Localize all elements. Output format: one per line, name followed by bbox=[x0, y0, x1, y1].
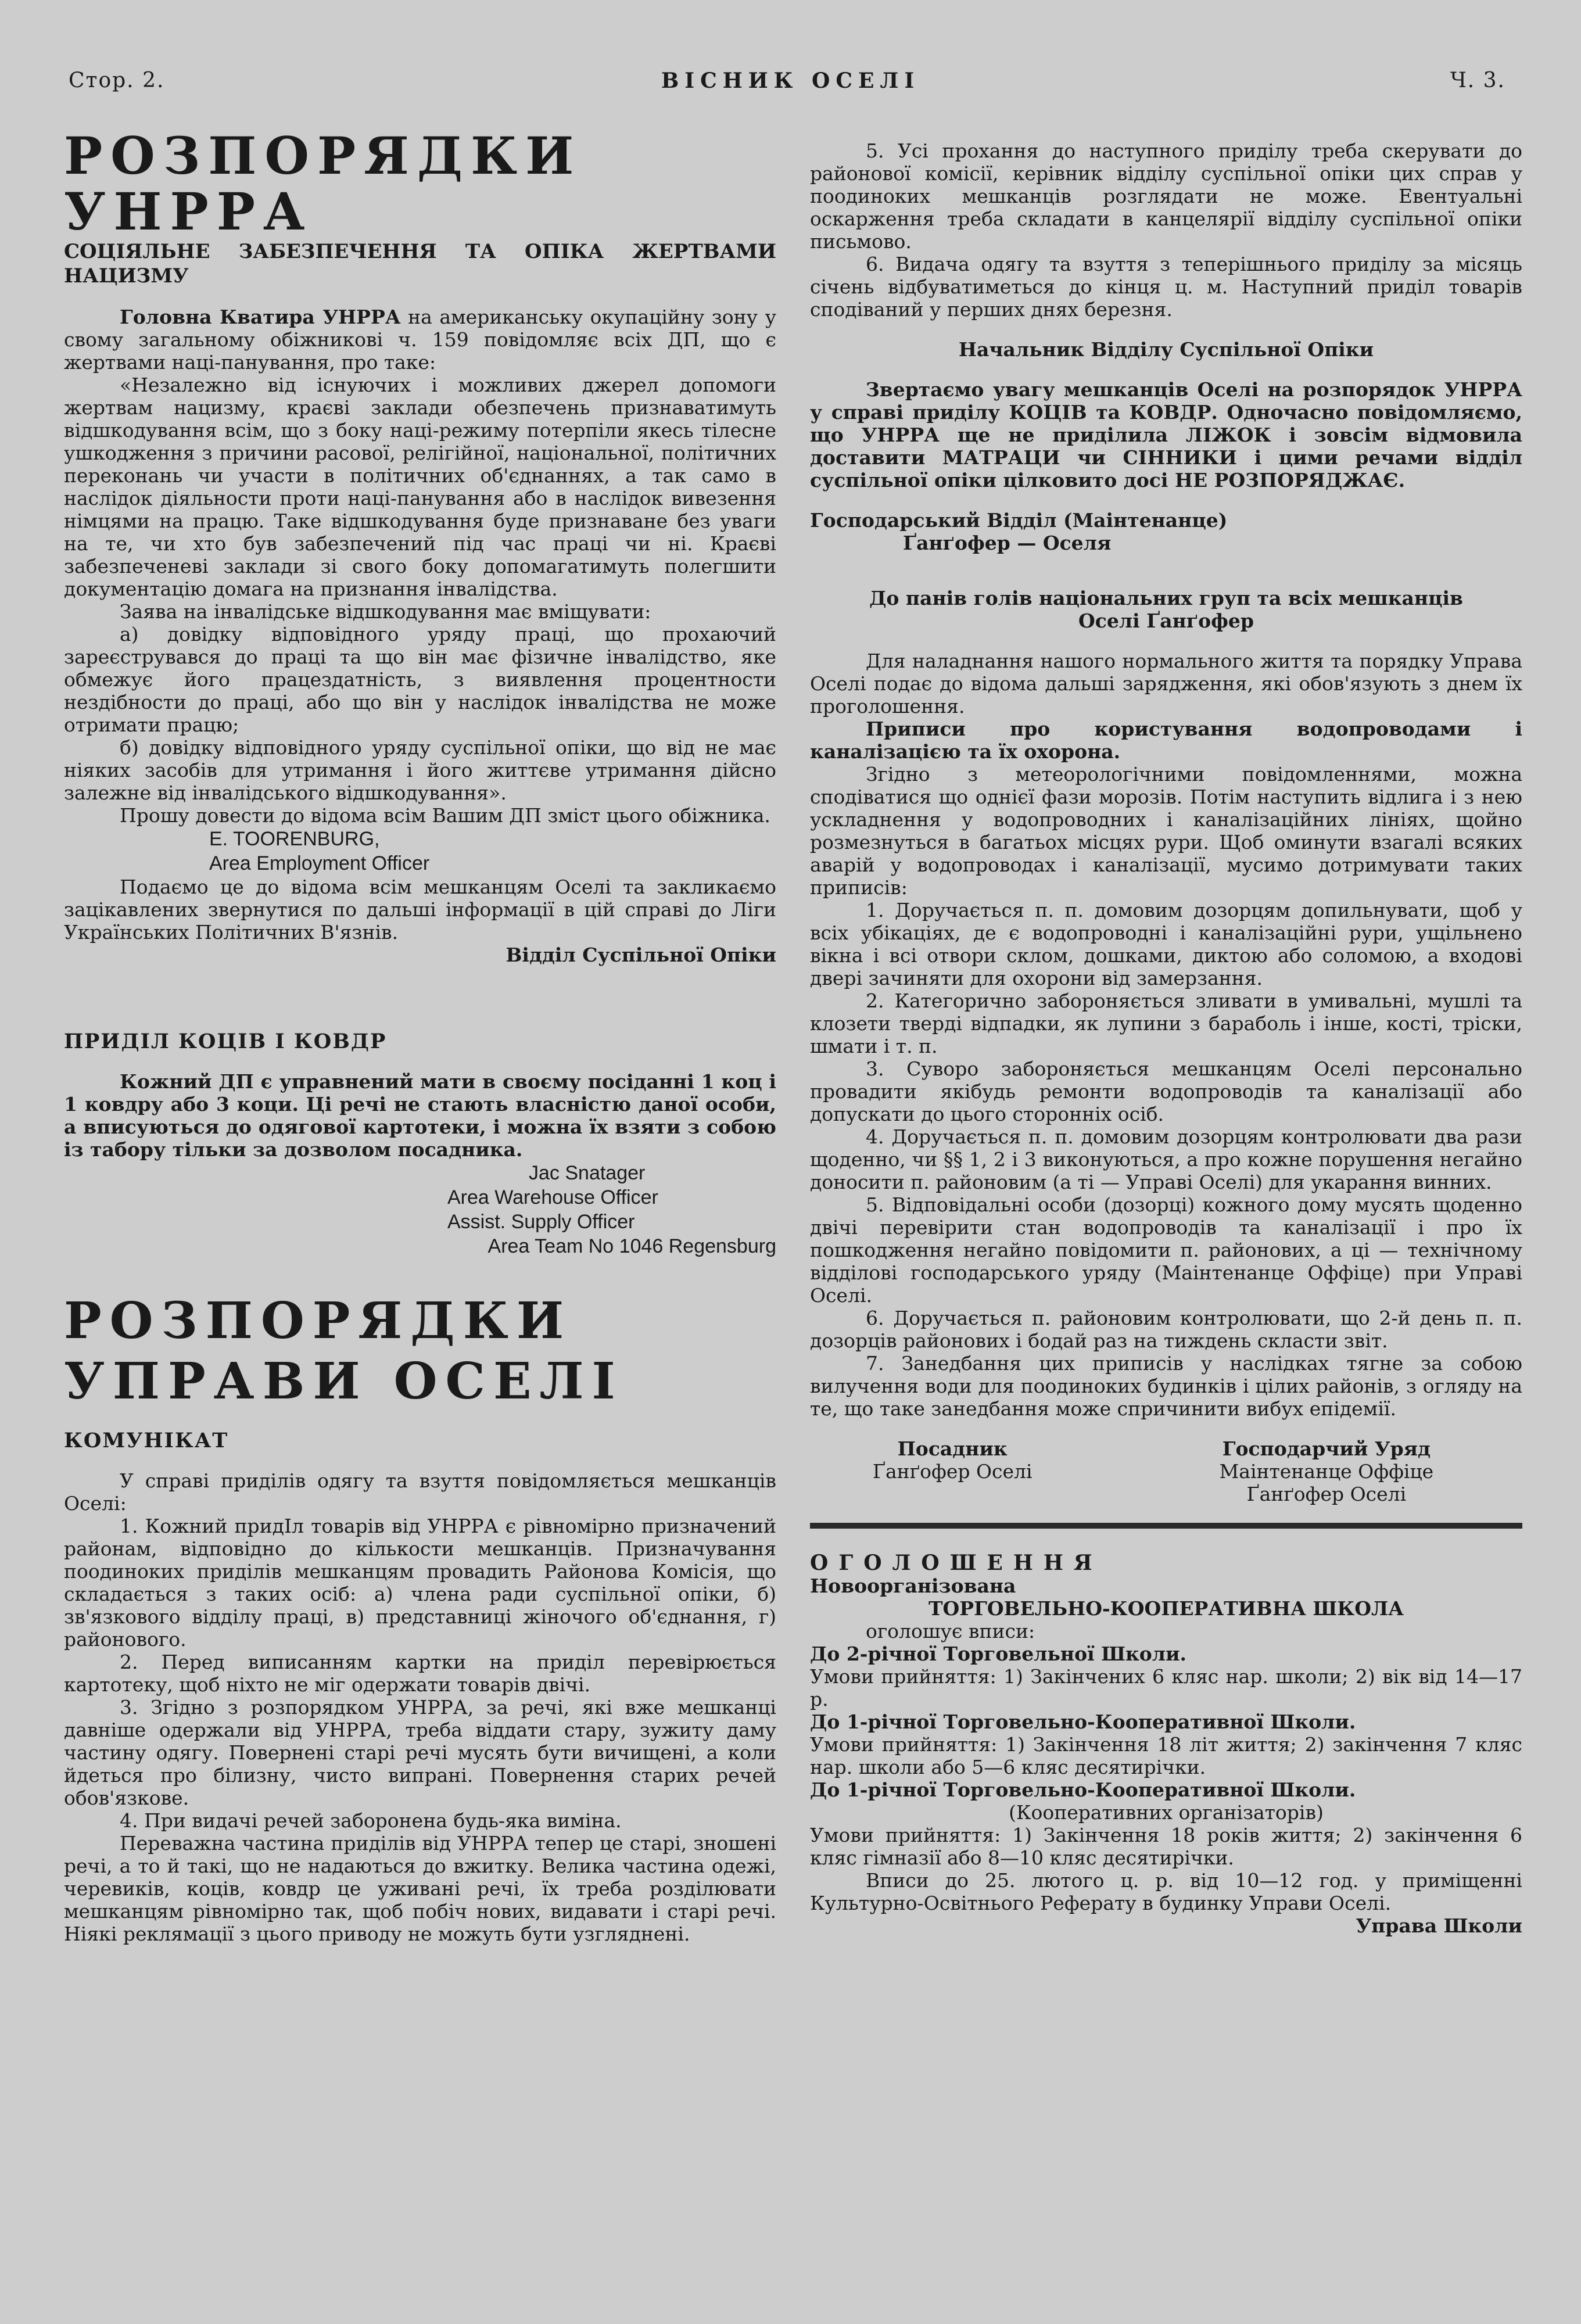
communique-item-3: 3. Згідно з розпорядком УНРРА, за речі, які вже мешканці давніше одержали від УНРРА, треба віддати стару, зужиту даму частину одягу. Повернені старі речі мусять бути вичищені, а коли йдеться про білизну, чисто випрані. Повернення старих речей обов'язкове. bbox=[64, 1696, 776, 1809]
ads-line-7: Умови прийняття: 1) Закінчення 18 літ життя; 2) закінчення 7 кляс нар. школи або 5—6 кляс десятирічки. bbox=[810, 1733, 1522, 1778]
beds-notice: Звертаємо увагу мешканців Оселі на розпорядок УНРРА у справі приділу КОЦІВ та КОВДР. Одночасно повідомляємо, що УНРРА ще не приділила ЛІЖОК і зовсім відмовила доставити МАТРАЦИ чи СІННИКИ і цими речами відділ суспільної опіки цілковито досі НЕ РОЗПОРЯДЖАЄ. bbox=[810, 378, 1522, 492]
communique-item-4b: Переважна частина приділів від УНРРА тепер це старі, зношені речі, а то й такі, що не надаються до вжитку. Велика частина одежі, черевиків, коців, ковдр це уживані речі, їх треба розділювати мешканцям рівномірно так, щоб побіч нових, видавати і старі речі. Ніякі реклямації з цього приводу не можуть бути узгляднені. bbox=[64, 1832, 776, 1945]
ads-school-name: ТОРГОВЕЛЬНО-КООПЕРАТИВНА ШКОЛА bbox=[928, 1597, 1404, 1620]
rules-sign-right-2: Маінтенанце Оффіце bbox=[1219, 1460, 1434, 1483]
beds-sign-2: Ґанґофер — Оселя bbox=[903, 532, 1112, 554]
rules-signatures bbox=[810, 1437, 1522, 1505]
left-column bbox=[64, 125, 776, 1945]
rule-5: 5. Відповідальні особи (дозорці) кожного дому мусять щоденно двічі перевірити стан водопроводів та каналізації і про їх пошкодження негайно повідомити п. районових, а ці — технічному відділові господарського уряду (Маінтенанце Оффіце) при Управі Оселі. bbox=[810, 1193, 1522, 1307]
blankets-sign-3: Assist. Supply Officer bbox=[447, 1211, 635, 1233]
communique-intro: У справі приділів одягу та взуття повідомляється мешканців Оселі: bbox=[64, 1469, 776, 1515]
rules-sign-right-1: Господарчий Уряд bbox=[1222, 1437, 1431, 1460]
communique-item-4: 4. При видачі речей заборонена будь-яка виміна. bbox=[120, 1809, 622, 1832]
blankets-text: Кожний ДП є управнений мати в своєму посіданні 1 коц і 1 ковдру або 3 коци. Ці речі не стають власністю даної особи, а вписуються до одягової картотеки, і можна їх взяти з собою із табору тільки за дозволом посадника. bbox=[64, 1070, 776, 1161]
ads-signature: Управа Школи bbox=[1356, 1914, 1522, 1937]
rule-1: 1. Доручається п. п. домовим дозорцям допильнувати, щоб у всіх убікаціях, де є водопроводні і каналізаційні рури, ущільнено вікна і всі отвори склом, дошками, диктою або соломою, а входові двері зачиняти для охорони від замерзання. bbox=[810, 899, 1522, 989]
rule-4: 4. Доручається п. п. домовим дозорцям контролювати два рази щоденно, чи §§ 1, 2 і 3 виконуються, а про кожне порушення негайно доносити п. районовим (а ті — Управі Оселі) для укарання винних. bbox=[810, 1125, 1522, 1193]
page-number: Стор. 2. bbox=[69, 69, 165, 92]
rules-paragraph: Згідно з метеорологічними повідомленнями, можна сподіватися що однієї фази морозів. Потім наступить відлига і з нею ускладнення у водопроводних і каналізаційних лініях, щойно розмезнуться в багатьох місцях рури. Щоб оминути взагалі всяких аварій у водопроводах і каналізації, мусимо дотримувати таких приписів: bbox=[810, 763, 1522, 899]
ads-line-3: оголошує вписи: bbox=[866, 1620, 1035, 1642]
rules-intro: Для наладнання нашого нормального життя та порядку Управа Оселі подає до відома дальші зарядження, які обов'язують з днем їх проголошення. bbox=[810, 650, 1522, 718]
unrra-paragraph-1: Головна Кватира УНРРА на американську окупаційну зону у свому загальному обіжникові ч. 159 повідомляє всіх ДП, що є жертвами наці-панування, про таке: bbox=[64, 306, 776, 374]
communique-item-1: 1. Кожний придІл товарів від УНРРА є рівномірно призначений районам, відповідно до кількости мешканців. Призначування поодиноких приділів мешканцям провадить Районова Комісія, що складається з таких осіб: а) члена ради суспільної опіки, б) зв'язкового відділу праці, в) представниці жіночого об'єднання, г) районового. bbox=[64, 1515, 776, 1651]
rules-sign-left-1: Посадник bbox=[897, 1437, 1008, 1460]
unrra-paragraph-3: Заява на інвалідське відшкодування має вміщувати: bbox=[120, 600, 651, 623]
unrra-paragraph-4: Прошу довести до відома всім Вашим ДП зміст цього обіжника. bbox=[120, 804, 770, 827]
rule-3: 3. Суворо забороняється мешканцям Оселі персонально провадити якібудь ремонти водопроводів та каналізації або допускати до цього сторонніх осіб. bbox=[810, 1057, 1522, 1125]
rules-heading-2: Оселі Ґанґофер bbox=[1078, 609, 1254, 632]
unrra-headline: РОЗПОРЯДКИ УНРРА bbox=[64, 125, 582, 242]
right-column bbox=[810, 139, 1522, 1937]
rule-2: 2. Категорично забороняється зливати в умивальні, мушлі та клозети тверді відпадки, як лупини з бараболь і інше, кості, тріски, шмати і т. п. bbox=[810, 989, 1522, 1057]
unrra-paragraph-5: Подаємо це до відома всім мешканцям Оселі та закликаємо зацікавлених звернутися по дальші інформації в цій справі до Ліги Українських Політичних В'язнів. bbox=[64, 876, 776, 944]
communique-item-5: 5. Усі прохання до наступного приділу треба скерувати до районової комісії, керівник відділу суспільної опіки цих справ у поодиноких мешканців розглядати не може. Евентуальні оскарження треба складати в канцелярії відділу суспільної опіки письмово. bbox=[810, 139, 1522, 253]
unrra-paragraph-2: «Незалежно від існуючих і можливих джерел допомоги жертвам нацизму, краєві заклади обезпечень признаватимуть відшкодування всім, що з боку наці-режиму потерпіли якесь тілесне ушкодження з причини расової, релігійної, національної, політичних переконань чи участи в політичних об'єднаннях, а так само в наслідок діяльности проти наці-панування або в наслідок вивезення німцями на працю. Таке відшкодування буде признаване без уваги на те, чи хто був забезпечений під час праці чи ні. Краєві забезпеченеві заклади зі свого боку допомагатимуть полегшити документацію домага на признання інвалідства. bbox=[64, 374, 776, 600]
rule-6: 6. Доручається п. районовим контролювати, що 2-й день п. п. дозорців районових і бодай раз на тиждень скласти звіт. bbox=[810, 1307, 1522, 1352]
ads-line-4: До 2-річної Торговельної Школи. bbox=[810, 1642, 1187, 1665]
newspaper-title: ВІСНИК ОСЕЛІ bbox=[661, 69, 920, 93]
ads-line-5: Умови прийняття: 1) Закінчених 6 кляс нар. школи; 2) вік від 14—17 р. bbox=[810, 1665, 1522, 1710]
ads-line-8: До 1-річної Торговельно-Кооперативної Школи. bbox=[810, 1778, 1356, 1801]
uprava-headline-2: УПРАВИ ОСЕЛІ bbox=[64, 1352, 623, 1411]
signature-name: E. TOORENBURG, bbox=[209, 828, 380, 850]
ads-line-11: Вписи до 25. лютого ц. р. від 10—12 год. у приміщенні Культурно-Освітнього Реферату в будинку Управи Оселі. bbox=[810, 1869, 1522, 1914]
ads-line-9: (Кооперативних організаторів) bbox=[1009, 1801, 1324, 1824]
ads-heading: ОГОЛОШЕННЯ bbox=[810, 1551, 1103, 1575]
blankets-sign-4: Area Team No 1046 Regensburg bbox=[487, 1235, 776, 1257]
ads-line-1: Новоорганізована bbox=[810, 1575, 1016, 1597]
communique-heading: КОМУНІКАТ bbox=[64, 1429, 229, 1452]
rules-title: Приписи про користування водопроводами і каналізацією та їх охорона. bbox=[810, 718, 1522, 763]
unrra-signature-dept: Відділ Суспільної Опіки bbox=[506, 944, 776, 966]
ads-line-10: Умови прийняття: 1) Закінчення 18 років життя; 2) закінчення 6 кляс гімназії або 8—10 кляс десятирічки. bbox=[810, 1824, 1522, 1869]
blankets-heading: ПРИДІЛ КОЦІВ І КОВДР bbox=[64, 1030, 387, 1053]
blankets-sign-1: Jac Snatager bbox=[529, 1162, 646, 1184]
rules-sign-left-2: Ґанґофер Оселі bbox=[872, 1460, 1033, 1483]
uprava-headline-1: РОЗПОРЯДКИ bbox=[64, 1292, 572, 1350]
blankets-sign-2: Area Warehouse Officer bbox=[447, 1186, 658, 1208]
rules-heading-1: До панів голів національних груп та всіх мешканців bbox=[869, 587, 1463, 609]
communique-item-6: 6. Видача одягу та взуття з теперішнього приділу за місяць січень відбуватиметься до кінця ц. м. Наступний приділ товарів сподіваний у перших днях березня. bbox=[810, 253, 1522, 321]
beds-sign-1: Господарський Відділ (Маінтенанце) bbox=[810, 509, 1228, 532]
unrra-item-b: б) довідку відповідного уряду суспільної опіки, що від не має ніяких засобів для утримання і його життєве утримання дійсно залежне від інвалідського відшкодування». bbox=[64, 736, 776, 804]
unrra-item-a: а) довідку відповідного уряду праці, що прохаючий зареєструвався до праці та що він має фізичне інвалідство, яке обмежує його працездатність, з виявлення процентности нездібности до праці, або що він у наслідок інвалідства не може отримати працю; bbox=[64, 623, 776, 736]
issue-number: Ч. 3. bbox=[1450, 69, 1505, 92]
rules-sign-right-3: Ґанґофер Оселі bbox=[1246, 1483, 1407, 1505]
communique-item-2: 2. Перед виписанням картки на приділ перевірюється картотеку, щоб ніхто не міг одержати товарів двічі. bbox=[64, 1651, 776, 1696]
rule-7: 7. Занедбання цих приписів у наслідках тягне за собою вилучення води для поодиноких будинків і цілих районів, з огляду на те, що таке занедбання може спричинити вибух епідемії. bbox=[810, 1352, 1522, 1420]
communique-signature: Начальник Відділу Суспільної Опіки bbox=[958, 338, 1374, 361]
ads-line-6: До 1-річної Торговельно-Кооперативної Школи. bbox=[810, 1710, 1356, 1733]
signature-title: Area Employment Officer bbox=[209, 852, 430, 874]
section-divider bbox=[810, 1523, 1522, 1529]
unrra-subtitle: СОЦІЯЛЬНЕ ЗАБЕЗПЕЧЕННЯ ТА ОПІКА ЖЕРТВАМИ НАЦИЗМУ bbox=[64, 240, 776, 288]
